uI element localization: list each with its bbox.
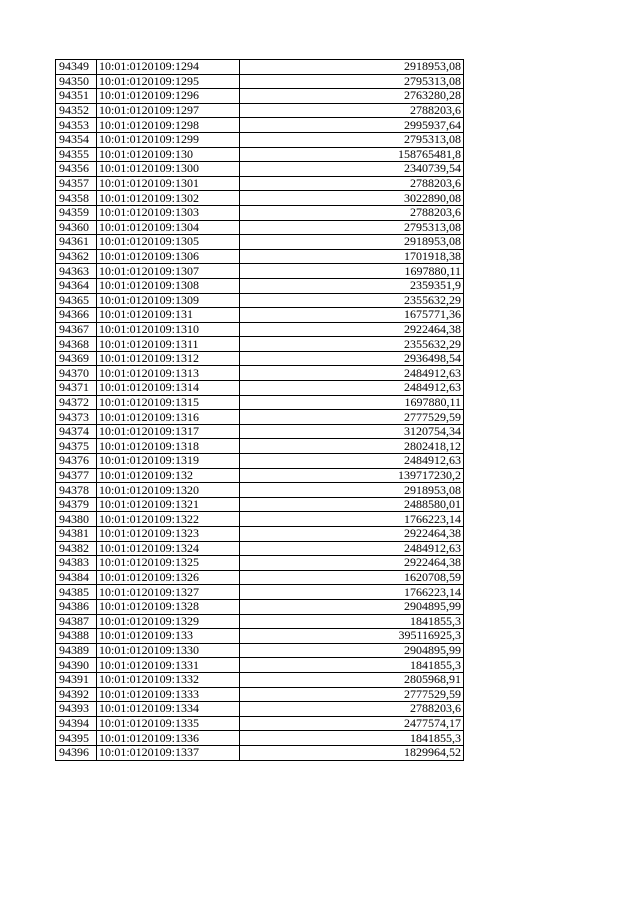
table-row (56, 132, 464, 147)
row-number-cell: 94383 (56, 556, 97, 571)
table-row (56, 614, 464, 629)
cadastral-value-cell: 158765481,8 (240, 147, 464, 162)
cadastral-number-cell: 10:01:0120109:1325 (97, 556, 240, 571)
cadastral-value-cell: 139717230,2 (240, 468, 464, 483)
table-row (56, 147, 464, 162)
cadastral-value-cell: 2788203,6 (240, 103, 464, 118)
data-table-body (56, 60, 464, 761)
row-number-cell: 94370 (56, 366, 97, 381)
cadastral-number-cell: 10:01:0120109:130 (97, 147, 240, 162)
table-row (56, 308, 464, 323)
row-number-cell: 94373 (56, 410, 97, 425)
table-row (56, 410, 464, 425)
table-row (56, 468, 464, 483)
cadastral-value-cell: 2904895,99 (240, 599, 464, 614)
row-number-cell: 94362 (56, 249, 97, 264)
table-row (56, 249, 464, 264)
table-row (56, 191, 464, 206)
row-number-cell: 94350 (56, 74, 97, 89)
table-row (56, 556, 464, 571)
cadastral-value-cell: 2788203,6 (240, 176, 464, 191)
table-row (56, 176, 464, 191)
cadastral-value-cell: 2484912,63 (240, 454, 464, 469)
cadastral-number-cell: 10:01:0120109:1302 (97, 191, 240, 206)
cadastral-value-cell: 2922464,38 (240, 556, 464, 571)
table-row (56, 716, 464, 731)
cadastral-number-cell: 10:01:0120109:131 (97, 308, 240, 323)
row-number-cell: 94372 (56, 395, 97, 410)
row-number-cell: 94375 (56, 439, 97, 454)
table-row (56, 235, 464, 250)
table-row (56, 162, 464, 177)
cadastral-value-cell: 1620708,59 (240, 570, 464, 585)
table-row (56, 658, 464, 673)
row-number-cell: 94358 (56, 191, 97, 206)
cadastral-number-cell: 10:01:0120109:1297 (97, 103, 240, 118)
cadastral-number-cell: 10:01:0120109:1335 (97, 716, 240, 731)
cadastral-number-cell: 10:01:0120109:133 (97, 629, 240, 644)
table-row (56, 629, 464, 644)
cadastral-value-cell: 2355632,29 (240, 293, 464, 308)
table-row (56, 439, 464, 454)
cadastral-number-cell: 10:01:0120109:1322 (97, 512, 240, 527)
cadastral-value-cell: 2777529,59 (240, 410, 464, 425)
table-row (56, 60, 464, 75)
data-table (55, 59, 464, 761)
cadastral-value-cell: 1697880,11 (240, 264, 464, 279)
table-row (56, 687, 464, 702)
table-row (56, 351, 464, 366)
row-number-cell: 94394 (56, 716, 97, 731)
table-row (56, 74, 464, 89)
cadastral-value-cell: 2488580,01 (240, 497, 464, 512)
cadastral-number-cell: 10:01:0120109:1307 (97, 264, 240, 279)
table-row (56, 570, 464, 585)
row-number-cell: 94351 (56, 89, 97, 104)
row-number-cell: 94368 (56, 337, 97, 352)
cadastral-number-cell: 10:01:0120109:1333 (97, 687, 240, 702)
cadastral-value-cell: 3120754,34 (240, 424, 464, 439)
row-number-cell: 94353 (56, 118, 97, 133)
row-number-cell: 94363 (56, 264, 97, 279)
row-number-cell: 94396 (56, 745, 97, 760)
table-row (56, 643, 464, 658)
row-number-cell: 94390 (56, 658, 97, 673)
cadastral-value-cell: 2359351,9 (240, 278, 464, 293)
cadastral-value-cell: 2484912,63 (240, 366, 464, 381)
cadastral-number-cell: 10:01:0120109:1321 (97, 497, 240, 512)
row-number-cell: 94364 (56, 278, 97, 293)
cadastral-number-cell: 10:01:0120109:1328 (97, 599, 240, 614)
cadastral-value-cell: 2484912,63 (240, 381, 464, 396)
cadastral-value-cell: 2922464,38 (240, 322, 464, 337)
row-number-cell: 94393 (56, 702, 97, 717)
row-number-cell: 94359 (56, 205, 97, 220)
table-row (56, 454, 464, 469)
cadastral-number-cell: 10:01:0120109:1316 (97, 410, 240, 425)
cadastral-value-cell: 2918953,08 (240, 235, 464, 250)
row-number-cell: 94395 (56, 731, 97, 746)
table-row (56, 220, 464, 235)
table-row (56, 541, 464, 556)
table-row (56, 366, 464, 381)
cadastral-number-cell: 10:01:0120109:1313 (97, 366, 240, 381)
cadastral-value-cell: 2922464,38 (240, 527, 464, 542)
cadastral-number-cell: 10:01:0120109:132 (97, 468, 240, 483)
cadastral-number-cell: 10:01:0120109:1319 (97, 454, 240, 469)
cadastral-value-cell: 2918953,08 (240, 60, 464, 75)
row-number-cell: 94378 (56, 483, 97, 498)
cadastral-value-cell: 1841855,3 (240, 658, 464, 673)
cadastral-number-cell: 10:01:0120109:1318 (97, 439, 240, 454)
cadastral-value-cell: 2340739,54 (240, 162, 464, 177)
table-row (56, 745, 464, 760)
cadastral-number-cell: 10:01:0120109:1315 (97, 395, 240, 410)
row-number-cell: 94366 (56, 308, 97, 323)
cadastral-value-cell: 1766223,14 (240, 585, 464, 600)
row-number-cell: 94392 (56, 687, 97, 702)
row-number-cell: 94379 (56, 497, 97, 512)
cadastral-value-cell: 3022890,08 (240, 191, 464, 206)
row-number-cell: 94357 (56, 176, 97, 191)
cadastral-number-cell: 10:01:0120109:1327 (97, 585, 240, 600)
cadastral-number-cell: 10:01:0120109:1300 (97, 162, 240, 177)
cadastral-number-cell: 10:01:0120109:1336 (97, 731, 240, 746)
cadastral-number-cell: 10:01:0120109:1311 (97, 337, 240, 352)
table-row (56, 264, 464, 279)
cadastral-value-cell: 1701918,38 (240, 249, 464, 264)
cadastral-value-cell: 1829964,52 (240, 745, 464, 760)
table-row (56, 672, 464, 687)
row-number-cell: 94380 (56, 512, 97, 527)
table-row (56, 497, 464, 512)
cadastral-number-cell: 10:01:0120109:1334 (97, 702, 240, 717)
row-number-cell: 94387 (56, 614, 97, 629)
cadastral-number-cell: 10:01:0120109:1320 (97, 483, 240, 498)
row-number-cell: 94365 (56, 293, 97, 308)
cadastral-number-cell: 10:01:0120109:1317 (97, 424, 240, 439)
cadastral-number-cell: 10:01:0120109:1298 (97, 118, 240, 133)
cadastral-value-cell: 2788203,6 (240, 205, 464, 220)
cadastral-value-cell: 1697880,11 (240, 395, 464, 410)
row-number-cell: 94355 (56, 147, 97, 162)
cadastral-number-cell: 10:01:0120109:1295 (97, 74, 240, 89)
cadastral-value-cell: 2995937,64 (240, 118, 464, 133)
cadastral-number-cell: 10:01:0120109:1304 (97, 220, 240, 235)
cadastral-value-cell: 2805968,91 (240, 672, 464, 687)
table-row (56, 512, 464, 527)
row-number-cell: 94360 (56, 220, 97, 235)
table-row (56, 337, 464, 352)
cadastral-number-cell: 10:01:0120109:1323 (97, 527, 240, 542)
cadastral-number-cell: 10:01:0120109:1308 (97, 278, 240, 293)
cadastral-number-cell: 10:01:0120109:1294 (97, 60, 240, 75)
cadastral-number-cell: 10:01:0120109:1314 (97, 381, 240, 396)
cadastral-value-cell: 2777529,59 (240, 687, 464, 702)
row-number-cell: 94371 (56, 381, 97, 396)
cadastral-number-cell: 10:01:0120109:1303 (97, 205, 240, 220)
cadastral-number-cell: 10:01:0120109:1310 (97, 322, 240, 337)
row-number-cell: 94385 (56, 585, 97, 600)
cadastral-value-cell: 2904895,99 (240, 643, 464, 658)
cadastral-value-cell: 1675771,36 (240, 308, 464, 323)
cadastral-number-cell: 10:01:0120109:1306 (97, 249, 240, 264)
cadastral-number-cell: 10:01:0120109:1330 (97, 643, 240, 658)
cadastral-value-cell: 1766223,14 (240, 512, 464, 527)
row-number-cell: 94349 (56, 60, 97, 75)
row-number-cell: 94356 (56, 162, 97, 177)
table-row (56, 381, 464, 396)
row-number-cell: 94367 (56, 322, 97, 337)
cadastral-value-cell: 1841855,3 (240, 614, 464, 629)
row-number-cell: 94352 (56, 103, 97, 118)
row-number-cell: 94386 (56, 599, 97, 614)
cadastral-number-cell: 10:01:0120109:1332 (97, 672, 240, 687)
cadastral-number-cell: 10:01:0120109:1299 (97, 132, 240, 147)
cadastral-number-cell: 10:01:0120109:1326 (97, 570, 240, 585)
cadastral-value-cell: 2795313,08 (240, 220, 464, 235)
cadastral-number-cell: 10:01:0120109:1309 (97, 293, 240, 308)
table-row (56, 103, 464, 118)
cadastral-value-cell: 2918953,08 (240, 483, 464, 498)
cadastral-value-cell: 2795313,08 (240, 74, 464, 89)
row-number-cell: 94361 (56, 235, 97, 250)
row-number-cell: 94388 (56, 629, 97, 644)
table-row (56, 395, 464, 410)
row-number-cell: 94369 (56, 351, 97, 366)
table-row (56, 205, 464, 220)
cadastral-number-cell: 10:01:0120109:1296 (97, 89, 240, 104)
cadastral-value-cell: 2477574,17 (240, 716, 464, 731)
table-row (56, 118, 464, 133)
table-row (56, 702, 464, 717)
row-number-cell: 94391 (56, 672, 97, 687)
table-row (56, 89, 464, 104)
cadastral-value-cell: 2763280,28 (240, 89, 464, 104)
row-number-cell: 94374 (56, 424, 97, 439)
table-row (56, 599, 464, 614)
cadastral-value-cell: 2788203,6 (240, 702, 464, 717)
cadastral-number-cell: 10:01:0120109:1301 (97, 176, 240, 191)
row-number-cell: 94376 (56, 454, 97, 469)
cadastral-value-cell: 1841855,3 (240, 731, 464, 746)
cadastral-value-cell: 395116925,3 (240, 629, 464, 644)
cadastral-number-cell: 10:01:0120109:1312 (97, 351, 240, 366)
row-number-cell: 94354 (56, 132, 97, 147)
table-row (56, 483, 464, 498)
cadastral-value-cell: 2795313,08 (240, 132, 464, 147)
cadastral-number-cell: 10:01:0120109:1337 (97, 745, 240, 760)
row-number-cell: 94382 (56, 541, 97, 556)
row-number-cell: 94384 (56, 570, 97, 585)
table-row (56, 527, 464, 542)
row-number-cell: 94381 (56, 527, 97, 542)
table-row (56, 322, 464, 337)
table-row (56, 278, 464, 293)
table-row (56, 585, 464, 600)
table-row (56, 731, 464, 746)
table-row (56, 424, 464, 439)
cadastral-number-cell: 10:01:0120109:1305 (97, 235, 240, 250)
cadastral-number-cell: 10:01:0120109:1324 (97, 541, 240, 556)
cadastral-value-cell: 2484912,63 (240, 541, 464, 556)
cadastral-number-cell: 10:01:0120109:1329 (97, 614, 240, 629)
row-number-cell: 94377 (56, 468, 97, 483)
cadastral-number-cell: 10:01:0120109:1331 (97, 658, 240, 673)
cadastral-value-cell: 2355632,29 (240, 337, 464, 352)
cadastral-value-cell: 2802418,12 (240, 439, 464, 454)
row-number-cell: 94389 (56, 643, 97, 658)
cadastral-value-cell: 2936498,54 (240, 351, 464, 366)
table-row (56, 293, 464, 308)
